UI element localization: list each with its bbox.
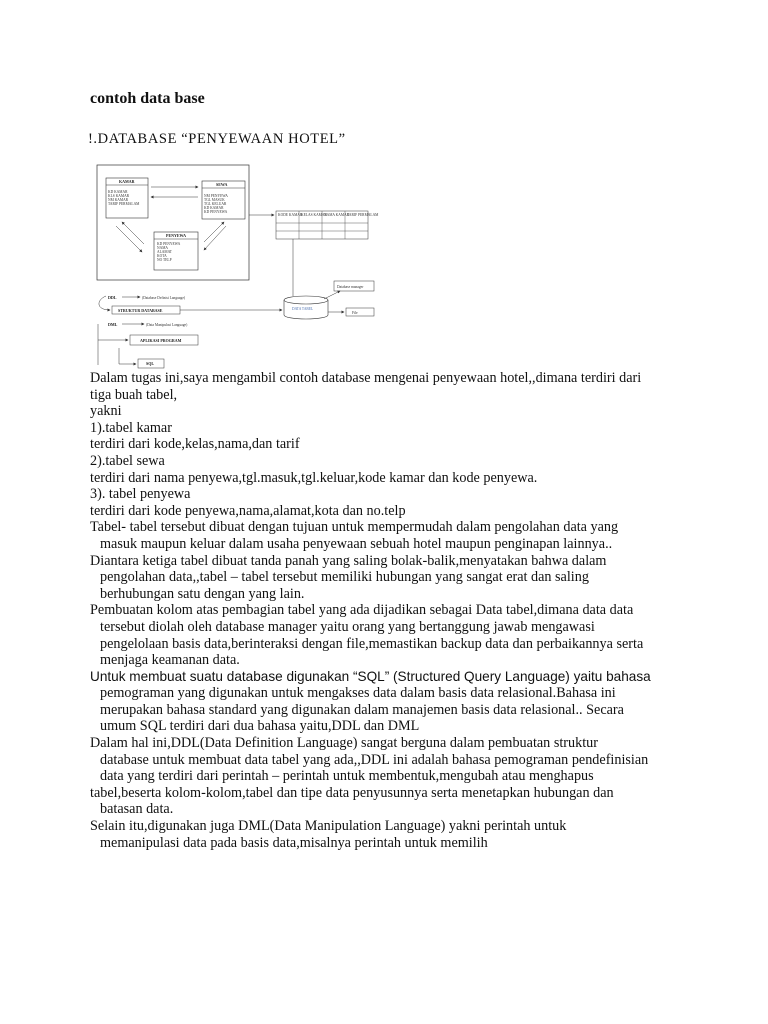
body-line: memanipulasi data pada basis data,misalnya perintah untuk memilih [100,834,488,851]
body-line: Diantara ketiga tabel dibuat tanda panah yang saling bolak-balik,menyatakan bahwa dalam [90,552,607,569]
svg-text:DATA TABEL: DATA TABEL [292,307,314,311]
body-line: Tabel- tabel tersebut dibuat dengan tujuan untuk mempermudah dalam pengolahan data yang [90,519,619,536]
body-line: Dalam hal ini,DDL(Data Definition Language) sangat berguna dalam pembuatan struktur [90,735,598,752]
penyewa-header: PENYEWA [166,233,187,238]
body-line: terdiri dari kode penyewa,nama,alamat,kota dan no.telp [90,502,406,519]
svg-text:KD KAMAR: KD KAMAR [204,206,224,210]
svg-text:TGL KELUAR: TGL KELUAR [204,202,227,206]
body-line: umum SQL terdiri dari dua bahasa yaitu,DDL dan DML [100,718,420,735]
svg-text:KLS KAMAR: KLS KAMAR [108,194,130,198]
svg-text:DML: DML [108,322,118,327]
svg-text:TARIF PERMALAM: TARIF PERMALAM [347,213,379,217]
body-line: batasan data. [100,801,174,818]
body-line: 2).tabel sewa [90,452,165,469]
file-box [346,308,374,316]
svg-text:KELAS KAMAR: KELAS KAMAR [301,213,327,217]
body-line: 1).tabel kamar [90,419,172,436]
section-subtitle: !.DATABASE “PENYEWAAN HOTEL” [88,131,346,147]
svg-text:APLIKASI PROGRAM: APLIKASI PROGRAM [140,338,182,343]
body-line: pemograman yang digunakan untuk mengakses data dalam basis data relasional.Bahasa ini [100,685,616,702]
body-line: yakni [90,403,122,420]
svg-text:ALAMAT: ALAMAT [157,250,172,254]
body-line: data yang terdiri dari perintah – perintah untuk membentuk,mengubah atau menghapus [100,768,594,785]
sewa-header: SEWA [216,182,228,187]
svg-text:(Data Manipulasi Language): (Data Manipulasi Language) [146,323,188,327]
svg-text:NM PENYEWA: NM PENYEWA [204,194,228,198]
data-tabel-cylinder [284,296,328,319]
svg-text:TGL MASUK: TGL MASUK [204,198,225,202]
document-title: contoh data base [90,90,205,107]
svg-text:File: File [352,311,358,315]
body-line: merupakan bahasa standard yang digunakan dalam manajemen basis data relasional.. Secara [100,701,624,718]
body-line: tabel,beserta kolom-kolom,tabel dan tipe data penyusunnya serta menetapkan hubungan dan [90,784,614,801]
body-line: terdiri dari kode,kelas,nama,dan tarif [90,436,300,453]
body-line: Dalam tugas ini,saya mengambil contoh database mengenai penyewaan hotel,,dimana terdiri dari [90,370,642,386]
svg-text:TARIF PERMALAM: TARIF PERMALAM [108,202,140,206]
svg-text:KD PENYEWA: KD PENYEWA [157,242,181,246]
body-line: Pembuatan kolom atas pembagian tabel yang ada dijadikan sebagai Data tabel,dimana data data [90,602,634,619]
svg-text:NAMA: NAMA [157,246,168,250]
body-line: berhubungan satu dengan yang lain. [100,585,305,602]
svg-text:(Database Definisi Language): (Database Definisi Language) [142,296,186,300]
body-line: pengelolaan basis data,berinteraksi dengan file,memastikan backup data dan perbaikannya serta [100,635,644,652]
svg-text:KD KAMAR: KD KAMAR [108,190,128,194]
body-line: pengolahan data,,tabel – tabel tersebut memiliki hubungan yang sangat erat dan saling [100,569,589,586]
svg-text:NAMA KAMAR: NAMA KAMAR [324,213,350,217]
body-line: Untuk membuat suatu database digunakan “SQL” (Structured Query Language) yaitu bahasa [90,668,651,684]
svg-text:KOTA: KOTA [157,254,167,258]
svg-text:DDL: DDL [108,295,117,300]
document-body [90,370,682,851]
kamar-header: KAMAR [119,179,135,184]
body-line: 3). tabel penyewa [90,486,191,503]
database-diagram [88,160,388,375]
body-line: terdiri dari nama penyewa,tgl.masuk,tgl.keluar,kode kamar dan kode penyewa. [90,469,538,486]
body-line: menjaga keamanan data. [100,652,240,669]
svg-text:NM KAMAR: NM KAMAR [108,198,129,202]
body-line: tiga buah tabel, [90,386,178,403]
svg-text:SQL: SQL [146,361,155,366]
body-line: database untuk membuat data tabel yang ada,,DDL ini adalah bahasa pemograman pendefinisian [100,751,649,768]
body-line: tersebut diolah oleh database manager yaitu orang yang bertanggung jawab mengawasi [100,618,595,635]
body-line: Selain itu,digunakan juga DML(Data Manipulation Language) yakni perintah untuk [90,818,567,835]
svg-text:KD PENYEWA: KD PENYEWA [204,210,228,214]
svg-text:NO TELP: NO TELP [157,258,172,262]
svg-text:KODE KAMAR: KODE KAMAR [278,213,303,217]
svg-text:STRUKTUR DATABASE: STRUKTUR DATABASE [118,308,163,313]
data-table-grid [276,211,379,239]
body-line: masuk maupun keluar dalam usaha penyewaan sebuah hotel maupun penginapan lainnya.. [100,535,613,552]
svg-text:Database manager: Database manager [337,285,364,289]
